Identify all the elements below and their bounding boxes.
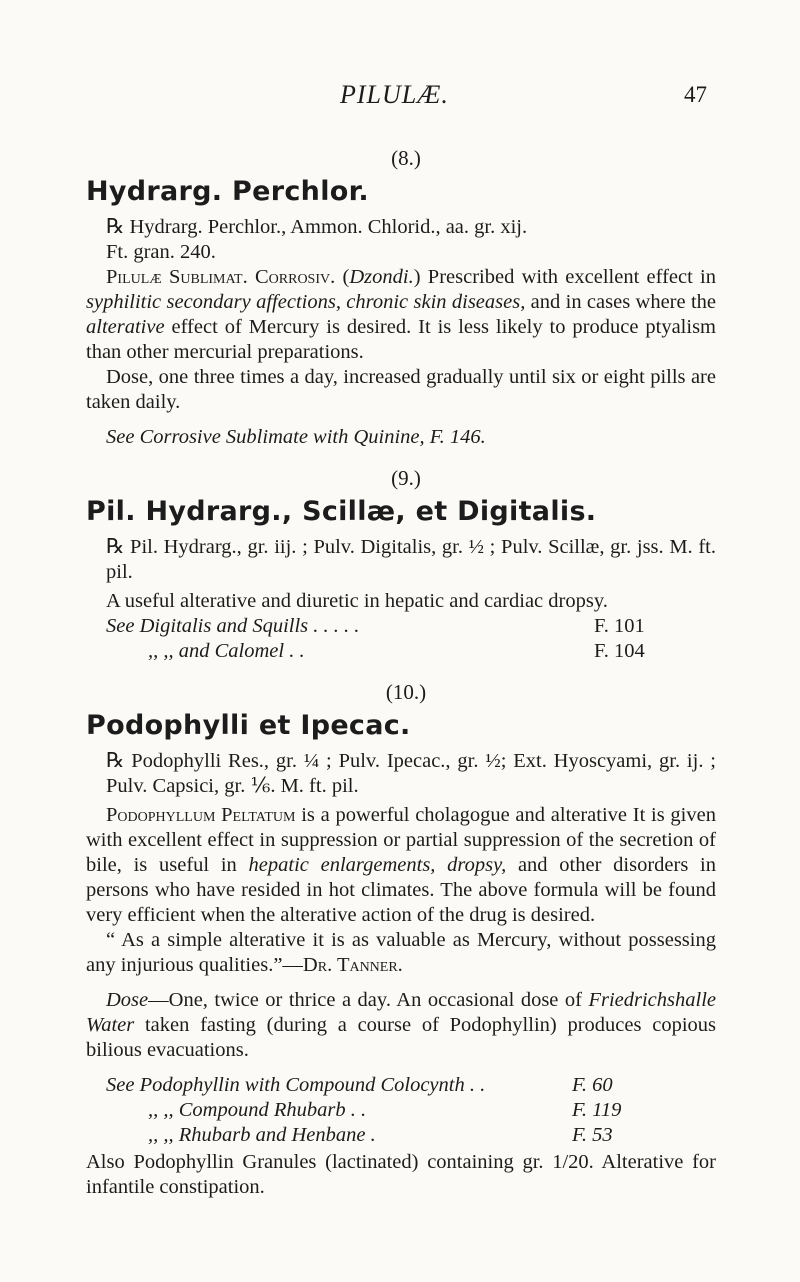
cross-reference-label: ,, ,, Rhubarb and Henbane . <box>148 1124 376 1146</box>
formula-number: (10.) <box>385 680 427 704</box>
formula-description: A useful alterative and diuretic in hepatic and cardiac dropsy. <box>106 590 608 612</box>
dose-text: Dose—One, twice or thrice a day. An occasional dose of Friedrichshalle Water taken fasting (during a course of Podophyllin) produces copious bilious evacuations. <box>86 989 716 1061</box>
additional-note: Also Podophyllin Granules (lactinated) containing gr. 1/20. Alterative for infantile constipation. <box>86 1151 716 1198</box>
cross-reference-row <box>86 1098 716 1123</box>
formula-title: Pil. Hydrarg., Scillæ, et Digitalis. <box>86 496 597 527</box>
cross-reference-label: ,, ,, Compound Rhubarb . . <box>148 1099 367 1121</box>
running-head: PILULÆ. <box>340 80 449 109</box>
cross-reference-page: F. 60 <box>572 1074 613 1096</box>
dose-text: Dose, one three times a day, increased gradually until six or eight pills are taken daily. <box>86 366 716 413</box>
drug-name: Podophyllum Peltatum <box>106 804 296 826</box>
cross-reference-label: ,, ,, and Calomel . . <box>148 640 305 662</box>
page-content <box>86 132 716 1200</box>
cross-reference-page: F. 53 <box>572 1124 613 1146</box>
formula-section-10 <box>86 680 716 1200</box>
cross-reference-page: F. 104 <box>594 640 645 662</box>
cross-reference: See Corrosive Sublimate with Quinine, F. 146. <box>106 426 486 448</box>
formula-number: (8.) <box>391 146 421 170</box>
cross-reference-row <box>86 639 716 664</box>
author-name: Dzondi. <box>349 266 414 288</box>
cross-reference-label: See Podophyllin with Compound Colocynth . . <box>106 1074 486 1096</box>
cross-reference-page: F. 119 <box>572 1099 622 1121</box>
quotation: “ As a simple alterative it is as valuable as Mercury, without possessing any injurious qualities.”—Dr. Tanner. <box>86 929 716 976</box>
formula-title: Podophylli et Ipecac. <box>86 710 411 741</box>
cross-reference-row <box>86 1123 716 1148</box>
cross-reference-page: F. 101 <box>594 615 645 637</box>
quote-author: Dr. Tanner. <box>302 954 403 976</box>
prescription-line: ℞ Pil. Hydrarg., gr. iij. ; Pulv. Digitalis, gr. ½ ; Pulv. Scillæ, gr. jss. M. ft. pil. <box>106 536 716 583</box>
cross-reference-row <box>86 1073 716 1098</box>
cross-reference-label: See Digitalis and Squills . . . . . <box>106 615 360 637</box>
cross-reference-row <box>86 614 716 639</box>
page-number: 47 <box>684 82 707 107</box>
formula-section-8 <box>86 146 716 450</box>
drug-name: Pilulæ Sublimat. Corrosiv. <box>106 266 336 288</box>
formula-title: Hydrarg. Perchlor. <box>86 176 369 207</box>
prescription-line: ℞ Hydrarg. Perchlor., Ammon. Chlorid., aa. gr. xij. <box>106 216 528 238</box>
formula-section-9 <box>86 466 716 664</box>
prescription-line: ℞ Podophylli Res., gr. ¼ ; Pulv. Ipecac., gr. ½; Ext. Hyoscyami, gr. ij. ; Pulv. Capsici, gr. ⅙. M. ft. pil. <box>106 750 716 797</box>
formula-description: Podophyllum Peltatum is a powerful cholagogue and alterative It is given with excellent effect in suppression or partial suppression of the secretion of bile, is useful in hepatic enlargements, dropsy, and other disorders in persons who have resided in hot climates. The above formula will be found very efficient when the alterative action of the drug is desired. <box>86 804 716 926</box>
formula-description: Pilulæ Sublimat. Corrosiv. (Dzondi.) Prescribed with excellent effect in syphilitic secondary affections, chronic skin diseases, and in cases where the alterative effect of Mercury is desired. It is less likely to produce ptyalism than other mercurial preparations. <box>86 266 717 363</box>
formula-number: (9.) <box>391 466 421 490</box>
page-header <box>0 80 800 110</box>
prescription-line-2: Ft. gran. 240. <box>106 241 216 263</box>
